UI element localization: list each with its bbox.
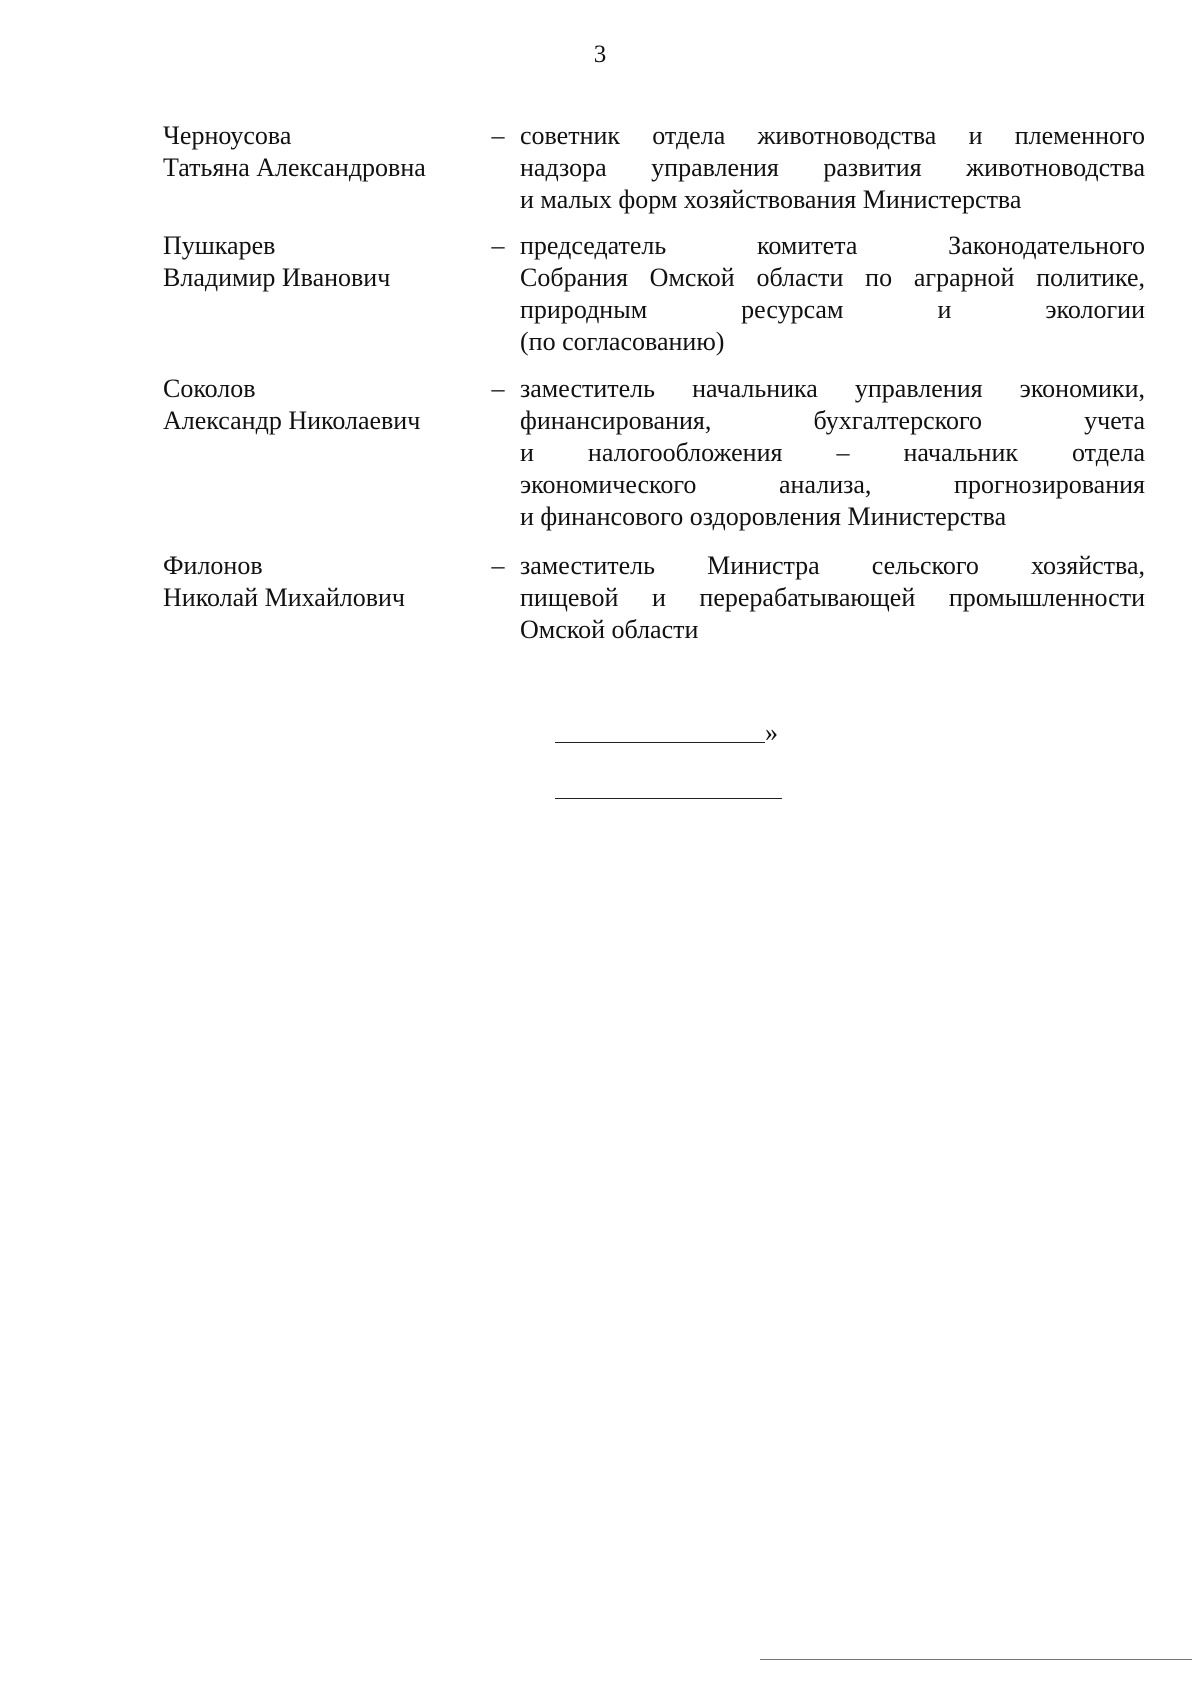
end-rule <box>555 798 782 799</box>
member-position <box>520 373 1145 533</box>
position-line: и финансового оздоровления Министерства <box>520 502 1007 531</box>
member-surname: Пушкарев <box>163 231 276 260</box>
position-line: природным ресурсам и экологии <box>520 295 1145 324</box>
member-surname: Филонов <box>163 551 263 580</box>
footer-rule <box>760 1659 1192 1660</box>
position-line: Собрания Омской области по аграрной политике, <box>520 263 1145 292</box>
member-dash: – <box>491 231 505 260</box>
member-name <box>163 120 483 184</box>
member-dash: – <box>491 121 505 150</box>
position-line: пищевой и перерабатывающей промышленности <box>520 583 1145 612</box>
member-given-names: Николай Михайлович <box>163 583 405 612</box>
member-position <box>520 230 1145 358</box>
position-line: экономического анализа, прогнозирования <box>520 470 1145 499</box>
position-line: и малых форм хозяйствования Министерства <box>520 185 1022 214</box>
position-line: заместитель начальника управления экономики, <box>520 374 1145 403</box>
closing-quote: » <box>765 718 778 747</box>
position-line: и налогообложения – начальник отдела <box>520 438 1145 467</box>
member-name <box>163 550 483 614</box>
member-surname: Черноусова <box>163 121 292 150</box>
member-dash: – <box>491 374 505 403</box>
member-name <box>163 373 483 437</box>
position-line: заместитель Министра сельского хозяйства, <box>520 551 1145 580</box>
member-surname: Соколов <box>163 374 256 403</box>
member-dash: – <box>491 551 505 580</box>
member-given-names: Владимир Иванович <box>163 263 391 292</box>
member-given-names: Александр Николаевич <box>163 406 421 435</box>
position-line: советник отдела животноводства и племенного <box>520 121 1145 150</box>
page-number: 3 <box>593 41 607 68</box>
member-position <box>520 550 1145 646</box>
member-name <box>163 230 483 294</box>
position-line: финансирования, бухгалтерского учета <box>520 406 1145 435</box>
position-line: председатель комитета Законодательного <box>520 231 1145 260</box>
position-line: (по согласованию) <box>520 327 725 356</box>
member-given-names: Татьяна Александровна <box>163 153 426 182</box>
position-line: надзора управления развития животноводства <box>520 153 1145 182</box>
position-line: Омской области <box>520 615 699 644</box>
member-position <box>520 120 1145 216</box>
closing-rule <box>555 742 765 743</box>
